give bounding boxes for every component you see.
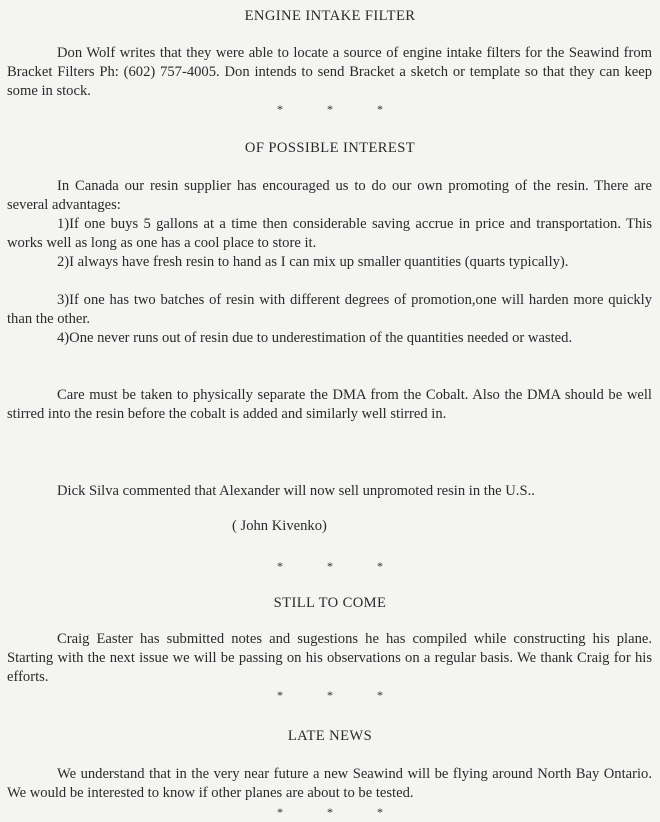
separator-stars: * * * bbox=[277, 805, 383, 819]
advantage-item: 1)If one buys 5 gallons at a time then considerable saving accrue in price and transportation. This works well as long as one has a cool place to store it. bbox=[7, 216, 652, 251]
separator-stars: * * * bbox=[277, 102, 383, 116]
advantage-item: 3)If one has two batches of resin with different degrees of promotion,one will harden more quickly than the other. bbox=[7, 292, 652, 327]
still-to-come-heading: STILL TO COME bbox=[273, 595, 387, 611]
late-news-paragraph: We understand that in the very near future a new Seawind will be flying around North Bay Ontario. We would be interested to know if other planes are about to be tested. bbox=[7, 766, 652, 801]
possible-interest-heading: OF POSSIBLE INTEREST bbox=[244, 140, 416, 156]
resin-intro-paragraph: In Canada our resin supplier has encouraged us to do our own promoting of the resin. There are several advantages: bbox=[7, 178, 652, 213]
advantage-item: 2)I always have fresh resin to hand as I can mix up smaller quantities (quarts typically). bbox=[57, 254, 569, 270]
engine-filter-heading: ENGINE INTAKE FILTER bbox=[244, 8, 416, 24]
advantage-item: 4)One never runs out of resin due to underestimation of the quantities needed or wasted. bbox=[57, 330, 573, 346]
still-to-come-paragraph: Craig Easter has submitted notes and sugestions he has compiled while constructing his plane. Starting with the next issue we will be passing on his observations on a regular basis. We thank Craig for his efforts. bbox=[7, 631, 652, 685]
dma-cobalt-paragraph: Care must be taken to physically separate the DMA from the Cobalt. Also the DMA should be well stirred into the resin before the cobalt is added and similarly well stirred in. bbox=[7, 387, 652, 422]
separator-stars: * * * bbox=[277, 559, 383, 573]
silva-comment: Dick Silva commented that Alexander will now sell unpromoted resin in the U.S.. bbox=[57, 483, 535, 499]
late-news-heading: LATE NEWS bbox=[287, 728, 373, 744]
author-attribution: ( John Kivenko) bbox=[232, 518, 327, 534]
engine-filter-paragraph: Don Wolf writes that they were able to locate a source of engine intake filters for the Seawind from Bracket Filters Ph: (602) 757-4005. Don intends to send Bracket a sketch or template so that they can keep some in stock. bbox=[7, 45, 652, 99]
separator-stars: * * * bbox=[277, 688, 383, 702]
